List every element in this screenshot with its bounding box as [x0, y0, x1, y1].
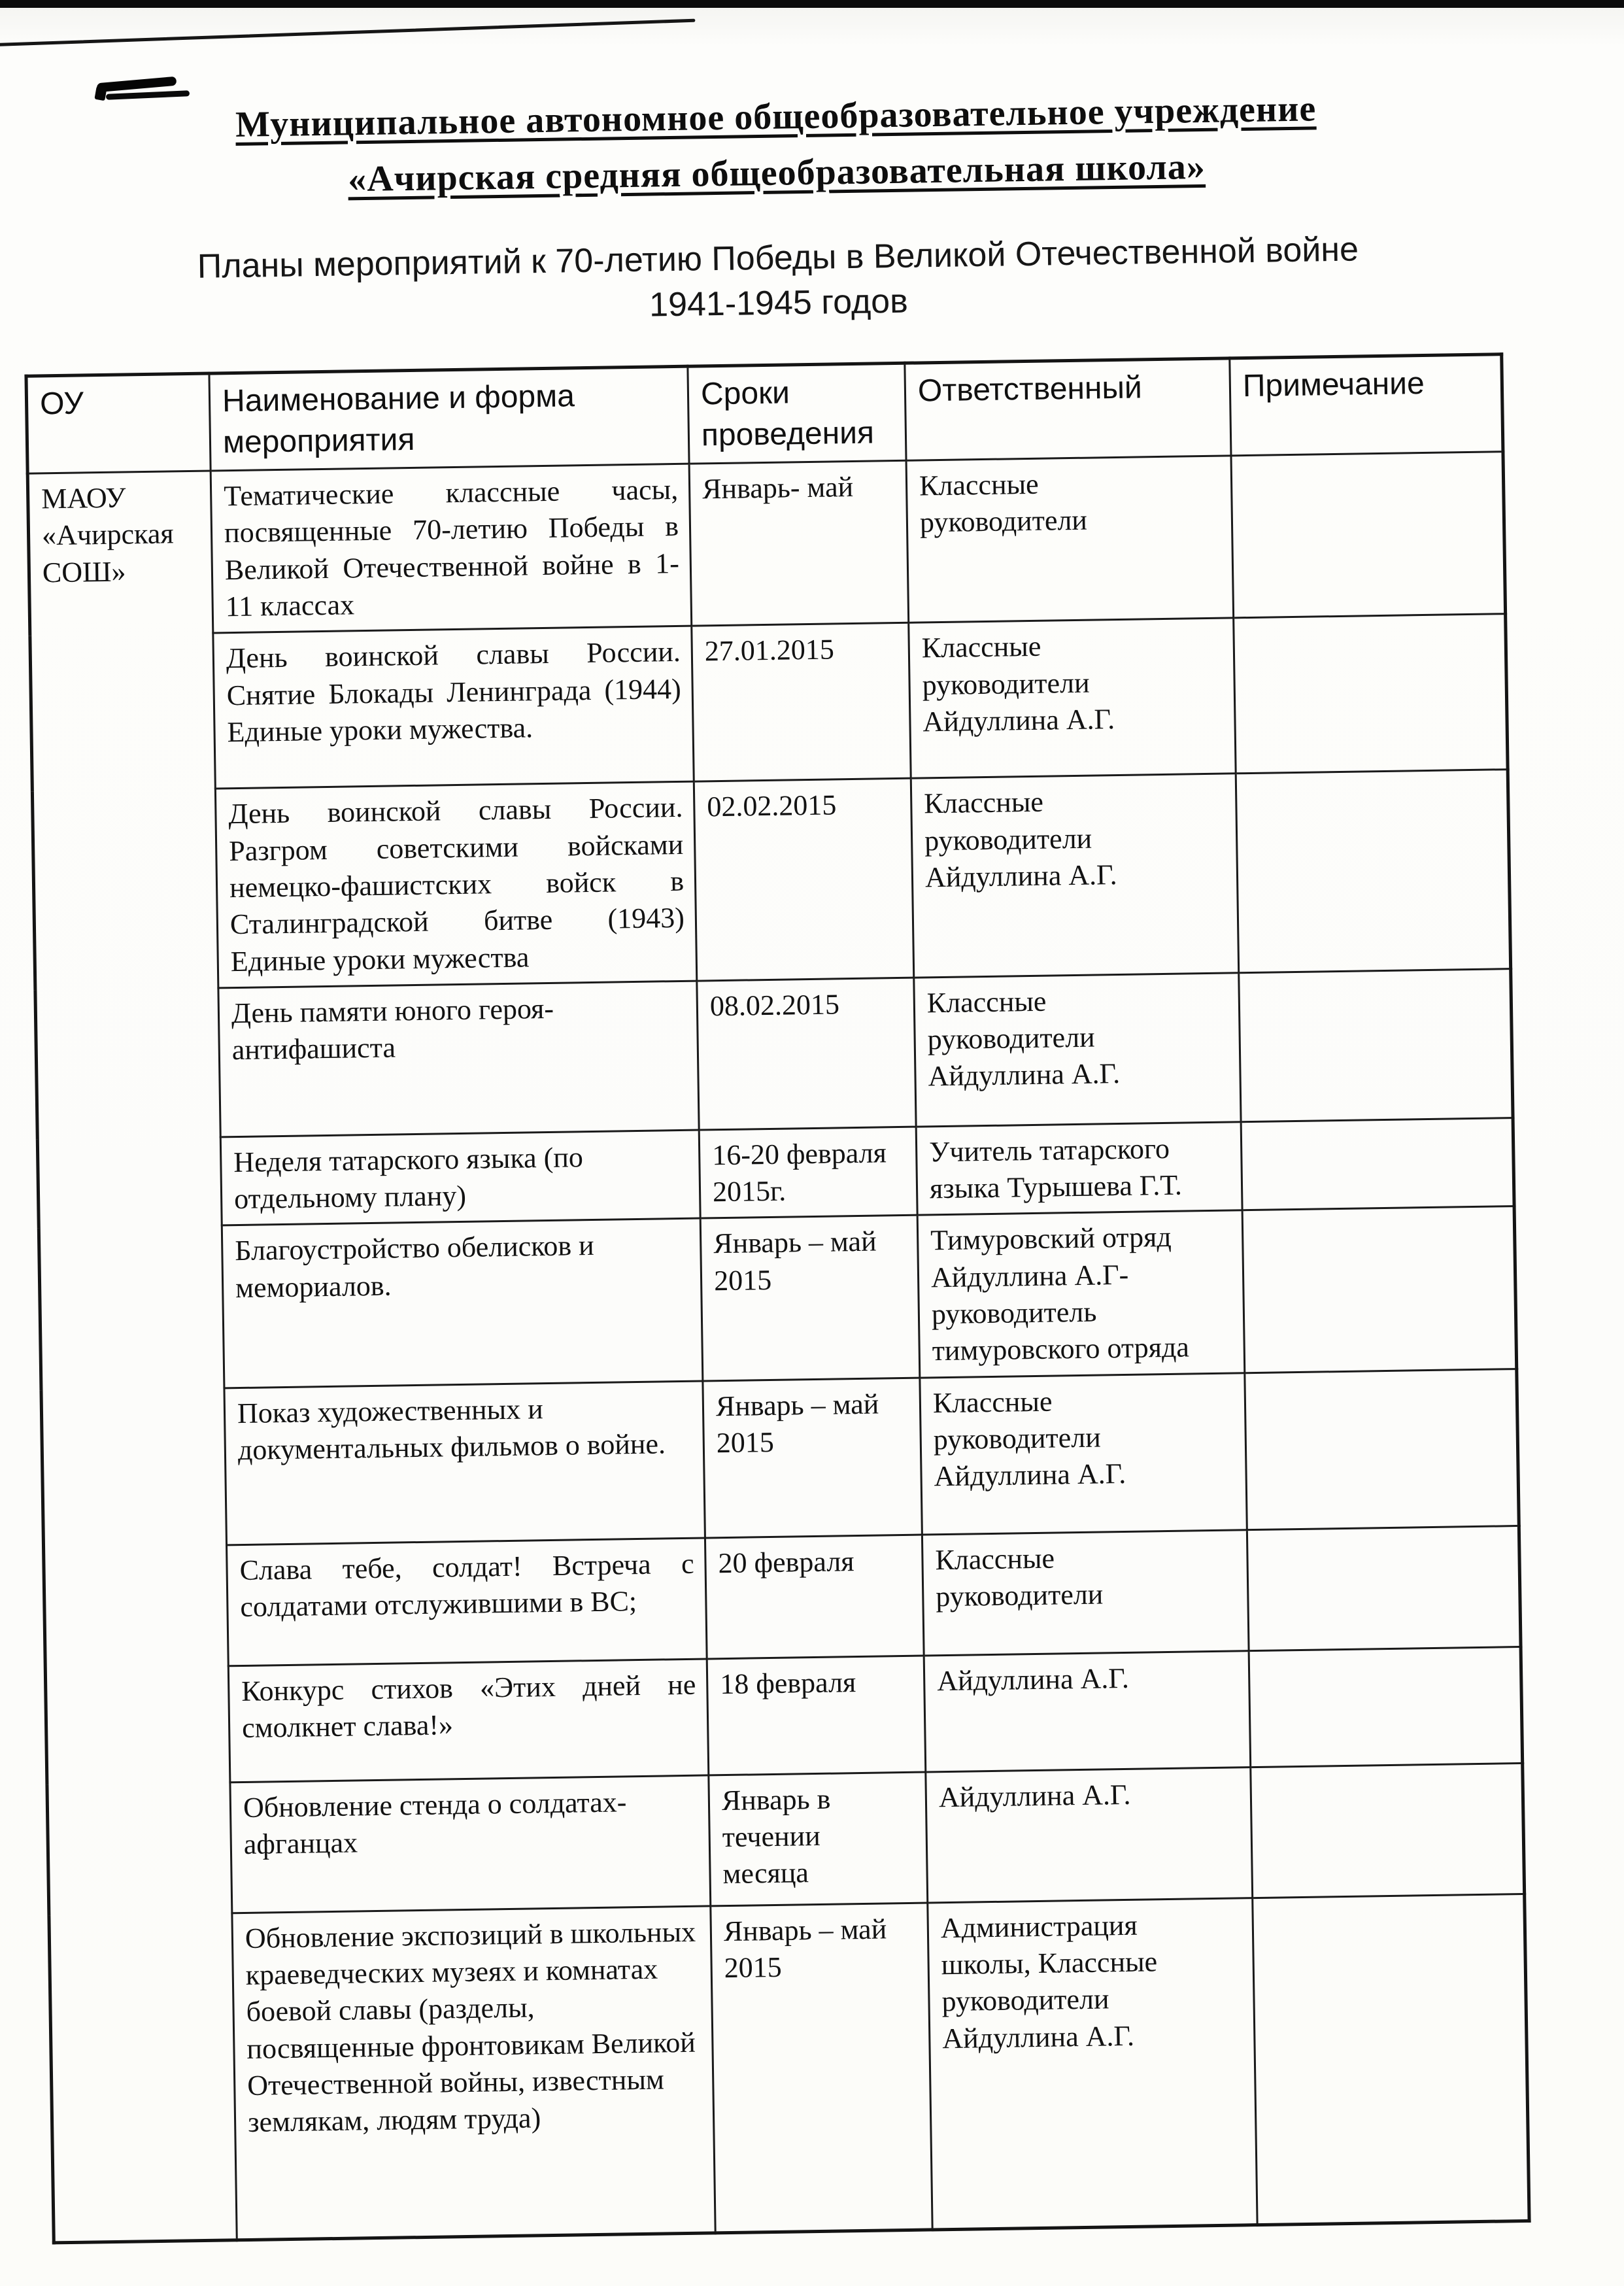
responsible-cell: Классные руководители Айдуллина А.Г. [920, 1373, 1247, 1534]
event-cell: Показ художественных и документальных фильмов о войне. [224, 1381, 705, 1545]
note-cell [1251, 1763, 1525, 1898]
event-cell: Слава тебе, солдат! Встреча с солдатами отслужившими в ВС; [227, 1538, 707, 1666]
event-cell: Неделя татарского языка (по отдельному плану) [220, 1130, 700, 1225]
events-plan-table [24, 352, 1531, 2244]
responsible-cell: Тимуровский отряд Айдуллина А.Г- руководитель тимуровского отряда [917, 1210, 1245, 1378]
note-cell [1239, 968, 1513, 1121]
table-row [30, 614, 1508, 791]
column-header-ou: ОУ [26, 373, 211, 473]
dates-cell: 20 февраля [705, 1535, 924, 1659]
dates-cell: Январь – май 2015 [711, 1903, 932, 2233]
column-header-responsible: Ответственный [905, 358, 1231, 460]
table-body [27, 452, 1529, 2243]
org-name-line1: Муниципальное автономное общеобразовательное учреждение [235, 88, 1317, 145]
column-header-note: Примечание [1230, 354, 1503, 456]
note-cell [1236, 770, 1510, 973]
document-subtitle [33, 225, 1525, 337]
note-cell [1245, 1369, 1519, 1529]
document-header [29, 0, 1524, 337]
responsible-cell: Классные руководители Айдуллина А.Г. [909, 618, 1236, 778]
subtitle-line2: 1941-1945 годов [649, 282, 909, 324]
dates-cell: Январь – май 2015 [700, 1216, 920, 1381]
responsible-cell: Айдуллина А.Г. [926, 1767, 1253, 1902]
dates-cell: 02.02.2015 [694, 778, 913, 980]
table-row [32, 770, 1510, 991]
table-row [39, 1206, 1516, 1391]
note-cell [1242, 1206, 1517, 1373]
responsible-cell: Администрация школы, Классные руководители Айдуллина А.Г. [928, 1898, 1257, 2229]
dates-cell: Январь в течении месяца [709, 1772, 928, 1906]
note-cell [1231, 452, 1506, 618]
event-cell: День воинской славы России. Разгром советскими войсками немецко-фашистских войск в Сталинградской битве (1943) Единые уроки мужества [215, 781, 696, 987]
dates-cell: 18 февраля [707, 1656, 926, 1775]
dates-cell: Январь- май [689, 460, 909, 626]
event-cell: Тематические классные часы, посвященные 70-летию Победы в Великой Отечественной войне в 1-11 классах [211, 464, 692, 633]
event-cell: Обновление экспозиций в школьных краеведческих музеях и комнатах боевой славы (разделы, посвященные фронтовикам Великой Отечественной войны, известным землякам, людям труда) [232, 1906, 715, 2240]
responsible-cell: Классные руководители [906, 456, 1234, 623]
event-cell: День воинской славы России. Снятие Блокады Ленинграда (1944) Единые уроки мужества. [213, 626, 694, 789]
event-cell: Благоустройство обелисков и мемориалов. [222, 1219, 703, 1388]
dates-cell: 27.01.2015 [692, 623, 911, 782]
table-row [35, 968, 1513, 1139]
table-row [27, 452, 1505, 636]
table-row [44, 1526, 1521, 1668]
event-cell: Обновление стенда о солдатах-афганцах [230, 1775, 711, 1913]
responsible-cell: Айдуллина А.Г. [924, 1650, 1251, 1771]
dates-cell: Январь – май 2015 [703, 1378, 922, 1538]
event-cell: День памяти юного героя-антифашиста [218, 981, 699, 1137]
table-row [45, 1646, 1522, 1784]
note-cell [1253, 1894, 1529, 2225]
column-header-event: Наименование и форма мероприятия [209, 366, 689, 471]
dates-cell: 16-20 февраля 2015г. [699, 1127, 917, 1219]
ou-cell: МАОУ «Ачирская СОШ» [27, 471, 237, 2243]
dates-cell: 08.02.2015 [697, 978, 916, 1130]
table-row [49, 1894, 1529, 2242]
column-header-dates: Сроки проведения [688, 364, 906, 464]
note-cell [1234, 614, 1508, 774]
org-name-line2: «Ачирская средняя общеобразовательная школа» [347, 146, 1206, 200]
subtitle-line1: Планы мероприятий к 70-летию Победы в Великой Отечественной войне [197, 230, 1359, 286]
event-cell: Конкурс стихов «Этих дней не смолкнет слава!» [228, 1659, 709, 1783]
responsible-cell: Классные руководители Айдуллина А.Г. [911, 774, 1238, 978]
note-cell [1249, 1646, 1523, 1767]
table-row [47, 1763, 1525, 1915]
table-row [41, 1369, 1519, 1547]
responsible-cell: Классные руководители Айдуллина А.Г. [914, 973, 1241, 1127]
note-cell [1241, 1117, 1514, 1210]
responsible-cell: Учитель татарского языка Турышева Г.Т. [916, 1122, 1242, 1216]
responsible-cell: Классные руководители [922, 1529, 1249, 1655]
note-cell [1247, 1526, 1521, 1650]
